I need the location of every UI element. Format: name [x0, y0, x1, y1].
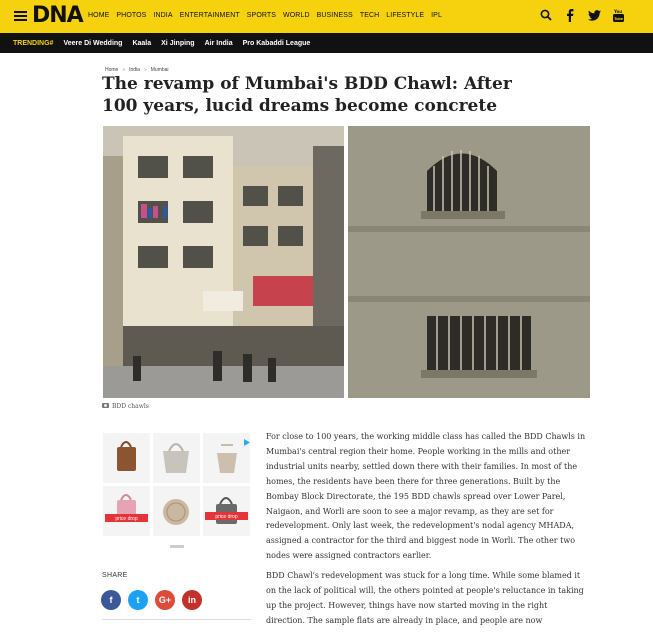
breadcrumb-india[interactable]: India	[129, 67, 140, 73]
trending-bar	[0, 33, 653, 53]
nav-home[interactable]: HOME	[88, 12, 110, 19]
nav-india[interactable]: INDIA	[153, 12, 173, 19]
nav-entertainment[interactable]: ENTERTAINMENT	[179, 12, 240, 19]
camera-icon	[102, 402, 109, 410]
ad-product-bag[interactable]	[103, 486, 150, 536]
facebook-icon: f	[109, 595, 113, 605]
share-buttons	[101, 590, 202, 610]
share-label: SHARE	[102, 572, 128, 579]
menu-icon[interactable]	[14, 11, 27, 21]
trending-item[interactable]: Air India	[204, 39, 233, 47]
divider	[102, 619, 251, 620]
article-paragraph: BDD Chawl's redevelopment was stuck for a long time. While some blamed it on the lack of political will, the others pointed at people's reluctance in taking up the project. However, things have now started moving in the right direction. The sample flats are already in place, and people are now	[266, 571, 584, 625]
advertisement[interactable]	[103, 433, 251, 538]
breadcrumb-separator: »	[122, 67, 126, 73]
search-icon[interactable]	[539, 8, 553, 22]
nav-lifestyle[interactable]: LIFESTYLE	[386, 12, 425, 19]
twitter-icon: t	[136, 595, 140, 605]
article-paragraph: For close to 100 years, the working middle class has called the BDD Chawls in Mumbai's central region their home. People working in the mills and other industrial units nearby, settled down there with their families. In most of the homes, the residents have been there for three generations. Built by the Bombay Block Directorate, the 195 BDD chawls spread over Lower Parel, Naigaon, and Worli are soon to see a major revamp, as they are set for redevelopment. Only last week, the redevelopment's nodal agency MHADA, assigned a contractor for the third and biggest node in Worli. The other two nodes were assigned contractors earlier.	[266, 432, 586, 561]
nav-sports[interactable]: SPORTS	[246, 12, 277, 19]
ad-product-bag[interactable]	[153, 486, 200, 536]
hero-image	[103, 126, 590, 398]
nav-business[interactable]: BUSINESS	[316, 12, 353, 19]
main-nav	[88, 11, 442, 21]
facebook-icon[interactable]	[563, 8, 577, 22]
trending-item[interactable]: Veere Di Wedding	[63, 39, 123, 47]
linkedin-share-button[interactable]	[182, 590, 202, 610]
trending-item[interactable]: Pro Kabaddi League	[242, 39, 311, 47]
breadcrumb-separator: »	[143, 67, 147, 73]
ad-badge: price drop	[215, 514, 238, 520]
adchoices-icon[interactable]	[243, 433, 251, 440]
ad-product-bag[interactable]	[203, 486, 250, 536]
ad-product-bag[interactable]	[103, 433, 150, 483]
article-title: The revamp of Mumbai's BDD Chawl: After 100 years, lucid dreams become concrete	[102, 74, 512, 116]
trending-label: TRENDING#	[13, 39, 54, 47]
nav-world[interactable]: WORLD	[283, 12, 310, 19]
trending-item[interactable]: Xi Jinping	[161, 39, 195, 47]
top-navbar	[0, 0, 653, 33]
ad-product-bag[interactable]	[153, 433, 200, 483]
trending-item[interactable]: Kaala	[132, 39, 152, 47]
nav-photos[interactable]: PHOTOS	[116, 12, 147, 19]
ad-footer-mark	[170, 545, 184, 548]
svg-text:You: You	[613, 8, 622, 14]
header-social	[539, 8, 625, 22]
nav-tech[interactable]: TECH	[359, 12, 380, 19]
googleplus-icon: G+	[158, 595, 172, 605]
svg-text:Tube: Tube	[613, 16, 623, 21]
breadcrumb-mumbai[interactable]: Mumbai	[150, 67, 169, 73]
facebook-share-button[interactable]	[101, 590, 121, 610]
googleplus-share-button[interactable]	[155, 590, 175, 610]
image-caption	[102, 402, 149, 410]
twitter-share-button[interactable]	[128, 590, 148, 610]
youtube-icon[interactable]	[611, 8, 625, 22]
article-body	[266, 430, 588, 632]
twitter-icon[interactable]	[587, 8, 601, 22]
linkedin-icon: in	[188, 595, 196, 605]
breadcrumb-home[interactable]: Home	[105, 67, 119, 73]
nav-ipl[interactable]: IPL	[431, 12, 442, 19]
site-logo[interactable]: DNA	[32, 3, 83, 28]
ad-badge: price drop	[115, 516, 138, 522]
caption-text: BDD chawls	[112, 402, 149, 410]
